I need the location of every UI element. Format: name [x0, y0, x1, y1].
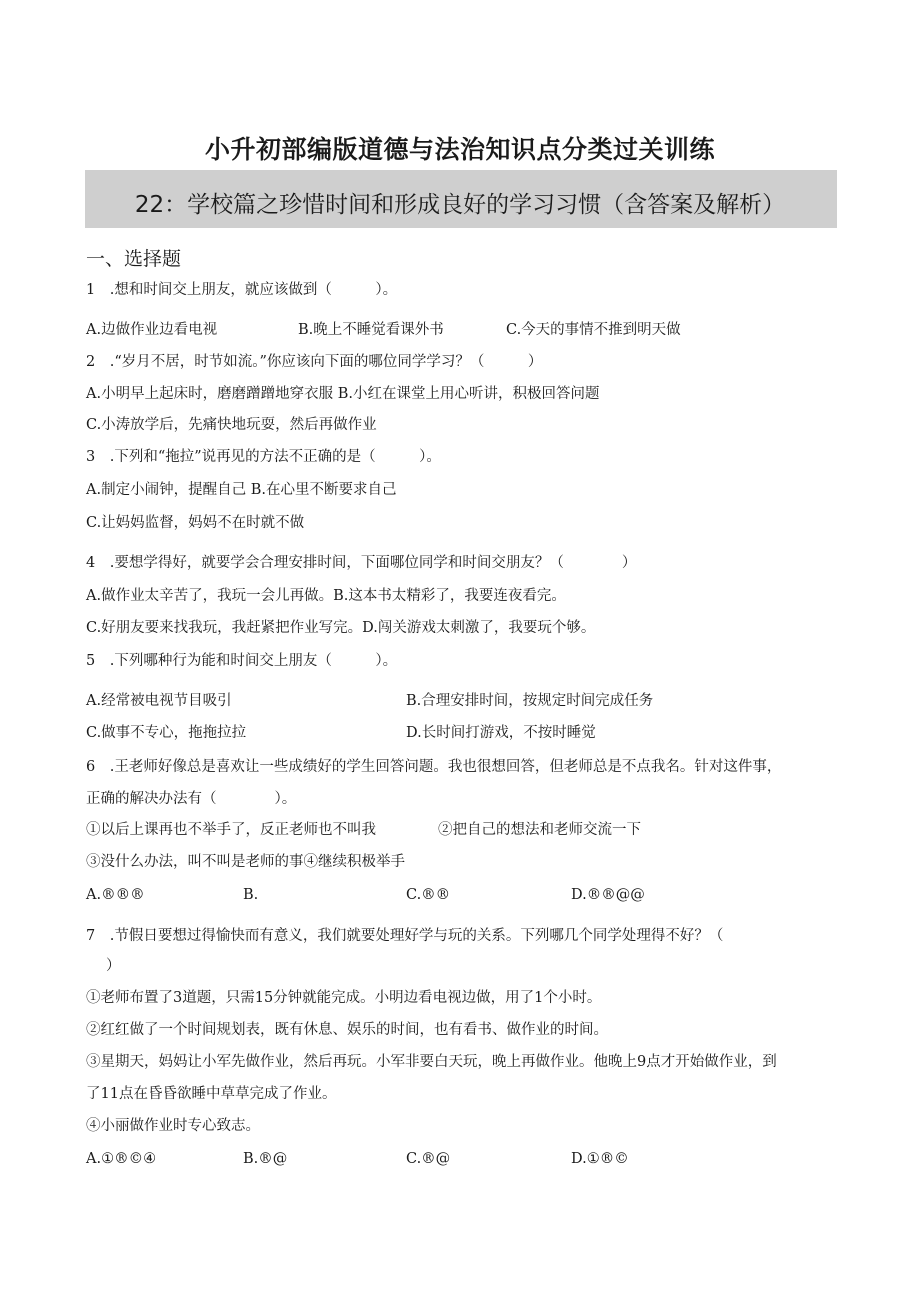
question-7-option-b: B.®@: [243, 1151, 288, 1167]
question-6-statements-3-4: ③没什么办法，叫不叫是老师的事④继续积极举手: [86, 854, 405, 870]
question-6-stem-line-2: 正确的解决办法有（ ）。: [86, 791, 297, 807]
question-6-option-a: A.®®®: [86, 887, 145, 903]
question-7-option-d: D.①®©: [571, 1151, 629, 1167]
question-3-options-ab: A.制定小闹钟，提醒自己 B.在心里不断要求自己: [86, 482, 397, 498]
question-7-statement-3-line-2: 了11点在昏昏欲睡中草草完成了作业。: [86, 1086, 337, 1102]
question-7-option-a: A.①®©④: [86, 1151, 157, 1167]
question-6-statement-1: ①以后上课再也不举手了，反正老师也不叫我: [86, 822, 376, 838]
question-6-stem-line-1: 6 .王老师好像总是喜欢让一些成绩好的学生回答问题。我也很想回答，但老师总是不点我名。针对这件事，: [86, 759, 782, 775]
question-1-option-b: B.晚上不睡觉看课外书: [298, 322, 444, 338]
question-3-option-c: C.让妈妈监督，妈妈不在时就不做: [86, 515, 305, 531]
question-7-statement-3-line-1: ③星期天，妈妈让小军先做作业，然后再玩。小军非要白天玩，晚上再做作业。他晚上9点才开始做作业，到: [86, 1054, 777, 1070]
question-2-stem: 2 .“岁月不居，时节如流。”你应该向下面的哪位同学学习？（ ）: [86, 354, 543, 370]
page-title: 小升初部编版道德与法治知识点分类过关训练: [204, 135, 715, 164]
question-7-option-c: C.®@: [406, 1151, 451, 1167]
question-5-option-a: A.经常被电视节目吸引: [86, 693, 232, 709]
question-6-option-d: D.®®@@: [571, 887, 645, 903]
question-2-option-c: C.小涛放学后，先痛快地玩耍，然后再做作业: [86, 417, 377, 433]
question-6-option-b: B.: [243, 887, 259, 903]
question-7-stem-line-2: ）: [106, 958, 121, 974]
question-1-option-c: C.今天的事情不推到明天做: [506, 322, 681, 338]
question-7-stem-line-1: 7 .节假日要想过得愉快而有意义，我们就要处理好学与玩的关系。下列哪几个同学处理得不好？（: [86, 928, 724, 944]
question-7-statement-1: ①老师布置了3道题，只需15分钟就能完成。小明边看电视边做，用了1个小时。: [86, 990, 602, 1006]
question-6-statement-2: ②把自己的想法和老师交流一下: [438, 822, 641, 838]
question-5-option-b: B.合理安排时间，按规定时间完成任务: [406, 693, 654, 709]
question-1-option-a: A.边做作业边看电视: [86, 322, 218, 338]
page-subtitle: 22：学校篇之珍惜时间和形成良好的学习习惯（含答案及解析）: [134, 192, 786, 218]
question-5-option-c: C.做事不专心，拖拖拉拉: [86, 725, 247, 741]
question-1-stem: 1 .想和时间交上朋友，就应该做到（ ）。: [86, 282, 398, 298]
question-5-option-d: D.长时间打游戏，不按时睡觉: [406, 725, 596, 741]
question-7-statement-4: ④小丽做作业时专心致志。: [86, 1118, 260, 1134]
question-5-stem: 5 .下列哪种行为能和时间交上朋友（ ）。: [86, 653, 398, 669]
question-4-stem: 4 .要想学得好，就要学会合理安排时间，下面哪位同学和时间交朋友？（ ）: [86, 555, 637, 571]
question-3-stem: 3 .下列和“拖拉”说再见的方法不正确的是（ ）。: [86, 449, 441, 465]
question-2-options-ab: A.小明早上起床时，磨磨蹭蹭地穿衣服 B.小红在课堂上用心听讲，积极回答问题: [86, 386, 600, 402]
question-4-options-cd: C.好朋友要来找我玩，我赶紧把作业写完。D.闯关游戏太刺激了，我要玩个够。: [86, 620, 596, 636]
section-heading: 一、选择题: [86, 248, 182, 270]
question-7-statement-2: ②红红做了一个时间规划表，既有休息、娱乐的时间，也有看书、做作业的时间。: [86, 1022, 608, 1038]
question-6-option-c: C.®®: [406, 887, 451, 903]
question-4-options-ab: A.做作业太辛苦了，我玩一会儿再做。B.这本书太精彩了，我要连夜看完。: [86, 588, 566, 604]
